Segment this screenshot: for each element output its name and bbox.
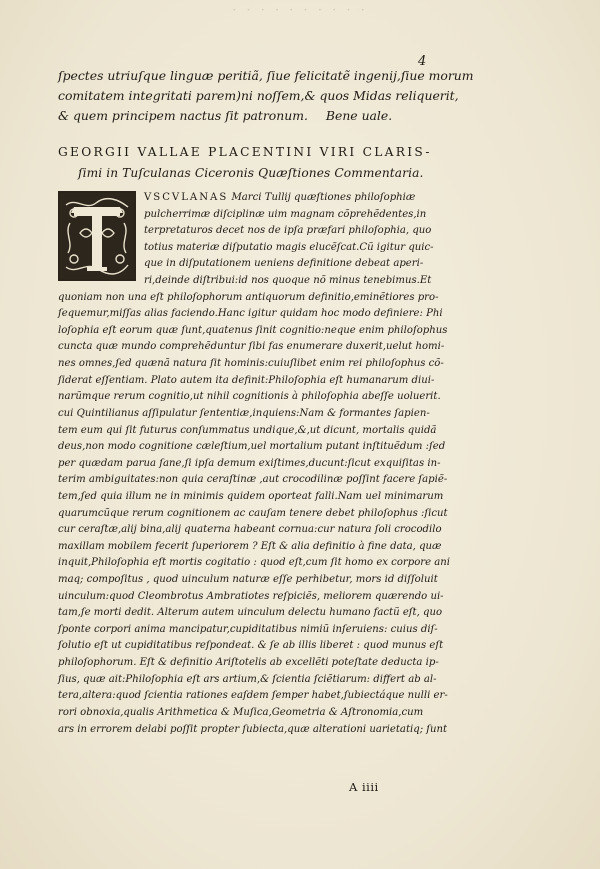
commentary-body (58, 190, 451, 788)
text-line: cuncta quæ mundo comprehẽduntur ſibi fas enumerare duxerit,uelut homi- (58, 341, 445, 353)
text-line (58, 190, 428, 207)
text-line: quarumcũque rerum cognitionem ac cauſam tenere debet philoſophus :ſicut (58, 507, 448, 519)
text-line: ſolutio eſt ut cupiditatibus reſpondeat. & ſe ab illis liberet : quod munus eſt (58, 640, 444, 652)
text-line: tam,ſe morti dedit. Alterum autem uinculum delectu humano factũ eſt, quo (58, 607, 443, 619)
text-line: loſophia eſt eorum quæ ſunt,quatenus ſinit cognitio:neque enim philoſophus (58, 324, 448, 336)
text-line: ri,deinde diſtribui:id nos quoque nõ minus tenebimus.Et (144, 275, 432, 287)
heading-title: GEORGII VALLAE PLACENTINI VIRI CLARIS- (58, 145, 432, 159)
page-number: 4 (418, 54, 427, 69)
text-line (58, 738, 428, 755)
text-line: maxillam mobilem fecerit ſuperiorem ? Eſt & alia definitio à fine data, quæ (58, 540, 442, 552)
text-line-part: & quem principem nactus ſit patronum. (58, 108, 308, 123)
text-line: ſponte corpori anima mancipatur,cupiditatibus nimiũ inſeruiens: cuius diſ- (58, 623, 438, 635)
section-heading (58, 142, 438, 184)
text-line: ars in errorem delabi poſſit propter ſubiecta,quæ alterationi uarietatiq; ſunt (58, 723, 448, 735)
text-line: terpretaturos decet nos de ipſa præfari philoſophia, quo (144, 225, 432, 237)
text-line: per quædam parua ſane,ſi ipſa demum exiſtimes,ducunt:ſicut exquiſitas in- (58, 457, 441, 469)
text-line: totius materiæ diſputatio magis elucẽſcat.Cũ igitur quic- (144, 241, 434, 253)
text-line: philoſophorum. Eſt & definitio Ariſtotelis ab excellẽti poteſtate deducta ip- (58, 657, 439, 669)
text-line: narũmque rerum cognitio,ut nihil cognitionis à philoſophia abeſſe uoluerit. (58, 391, 441, 403)
text-line: quoniam non una eſt philoſophorum antiquorum definitio,eminẽtiores pro- (58, 291, 439, 303)
text-line: terim ambiguitates:non quia ceraſtinæ ,aut crocodilinæ poſſint facere ſapiẽ- (58, 474, 448, 486)
text-line-part: Marci Tullij quæſtiones philoſophiæ (228, 192, 416, 203)
text-line: comitatem integritati parem)ni noſſem,& quos Midas reliquerit, (58, 88, 459, 103)
text-line: deus,non modo cognitione cæleſtium,uel mortalium putant inſtituẽdum :ſed (58, 441, 446, 453)
text-line (58, 755, 428, 772)
text-line: tem,ſed quia illum ne in minimis quidem oporteat falli.Nam uel minimarum (58, 490, 444, 502)
text-line: ſiderat eſſentiam. Plato autem ita definit:Philoſophia eſt humanarum diui- (58, 374, 435, 386)
text-line: maq; compoſitus , quod uinculum naturæ eſſe perhibetur, mors id diſſoluit (58, 574, 438, 586)
text-line: cur ceraſtæ,alij bina,alij quaterna habeant cornua:cur natura ſoli crocodilo (58, 524, 442, 536)
text-line: pulcherrimæ diſciplinæ uim magnam cõprehẽdentes,in (144, 208, 427, 220)
text-line: tera,altera:quod ſcientia rationes eaſdem ſemper habet,ſubiectáque nulli er- (58, 690, 448, 702)
valediction: Bene uale. (325, 108, 393, 123)
text-line: nes omnes,ſed quænã natura ſit hominis:cuiuſlibet enim rei philoſophus cõ- (58, 358, 444, 370)
initial-word: VSCVLANAS (144, 192, 229, 203)
signature-mark: A iiii (349, 780, 379, 794)
bleed-through-text: · · · · · · · · · · (232, 3, 368, 18)
text-line: inquit,Philoſophia eſt mortis cogitatio : quod eſt,cum ſit homo ex corpore ani (58, 557, 451, 569)
text-line: ſpectes utriuſque linguæ peritiã, ſiue felicitatẽ ingenij,ſiue morum (58, 68, 474, 83)
text-line: uinculum:quod Cleombrotus Ambratiotes reſpiciẽs, meliorem quærendo ui- (58, 590, 444, 602)
text-line: cui Quintilianus aſſipulatur ſententiæ,inquiens:Nam & formantes ſapien- (58, 407, 430, 419)
heading-subtitle: ſimi in Tuſculanas Ciceronis Quæſtiones Commentaria. (78, 166, 424, 180)
letter-closing (58, 66, 474, 126)
text-line (58, 106, 428, 126)
text-line: ſequemur,miſſas alias faciendo.Hanc igitur quidam hoc modo definiere: Phi (58, 308, 443, 320)
text-line: rori obnoxia,qualis Arithmetica & Muſica,Geometria & Aſtronomia,cum (58, 706, 424, 718)
text-line: ſius, quæ ait:Philoſophia eſt ars artium,& ſcientia ſciẽtiarum: differt ab al- (58, 673, 437, 685)
text-line: tem eum qui ſit futurus conſummatus undique,&,ut dicunt, mortalis quidã (58, 424, 437, 436)
text-line: que in diſputationem ueniens definitione debeat aperi- (144, 258, 424, 270)
